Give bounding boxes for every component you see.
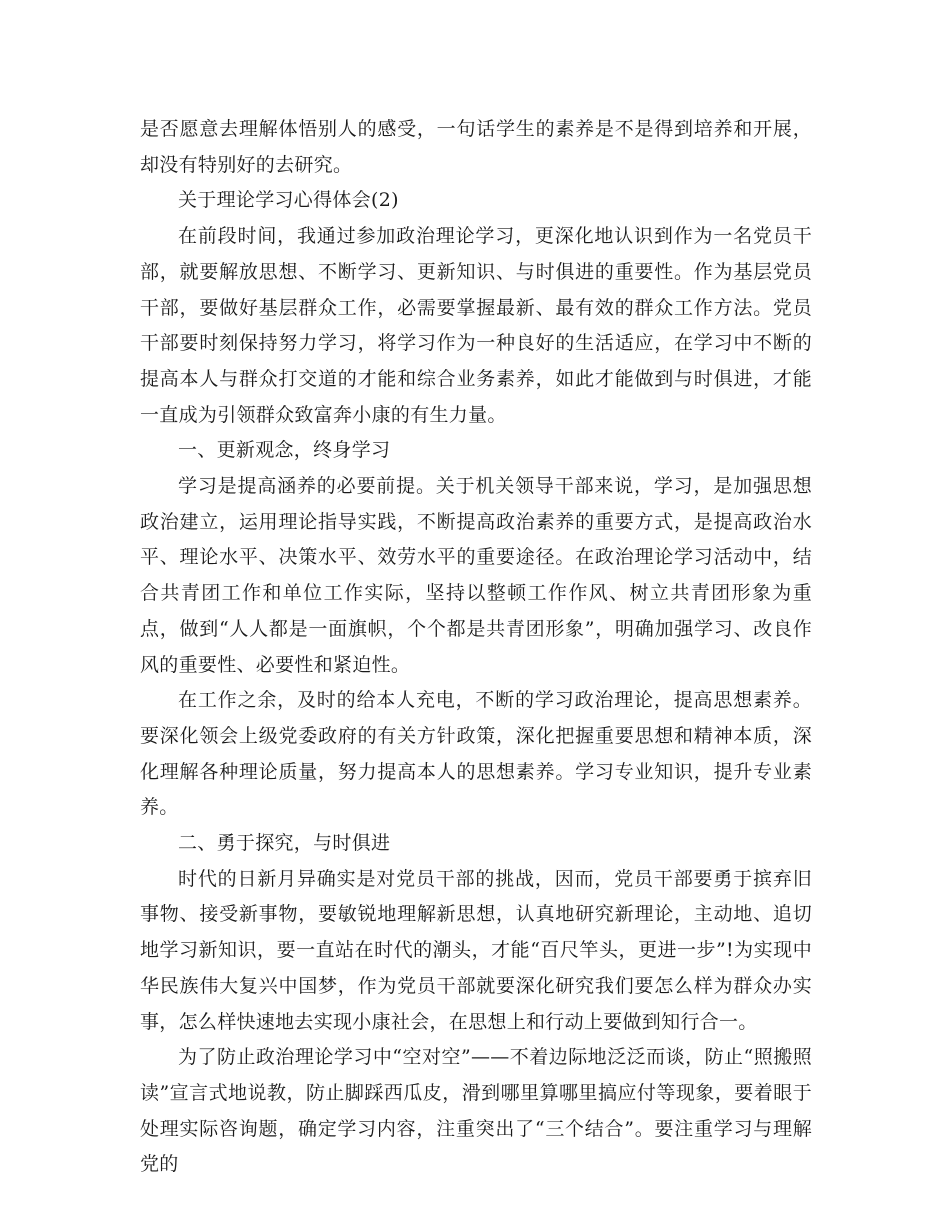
paragraph-continuation: 是否愿意去理解体悟别人的感受，一句话学生的素养是不是得到培养和开展，却没有特别好的去研究。 [140, 118, 812, 176]
subheading-one: 一、更新观念，终身学习 [178, 439, 391, 462]
paragraph-intro: 在前段时间，我通过参加政治理论学习，更深化地认识到作为一名党员干部，就要解放思想、不断学习、更新知识、与时俱进的重要性。作为基层党员干部，要做好基层群众工作，必需要掌握最新、最有效的群众工作方法。党员干部要时刻保持努力学习，将学习作为一种良好的生活适应，在学习中不断的提高本人与群众打交道的才能和综合业务素养，如此才能做到与时俱进，才能一直成为引领群众致富奔小康的有生力量。 [140, 225, 812, 426]
paragraph-learning: 学习是提高涵养的必要前提。关于机关领导干部来说，学习，是加强思想政治建立，运用理论指导实践，不断提高政治素养的重要方式，是提高政治水平、理论水平、决策水平、效劳水平的重要途径。在政治理论学习活动中，结合共青团工作和单位工作实际，坚持以整顿工作作风、树立共青团形象为重点，做到“人人都是一面旗帜，个个都是共青团形象”，明确加强学习、改良作风的重要性、必要性和紧迫性。 [140, 475, 812, 676]
document-body [140, 112, 812, 1183]
section-title: 关于理论学习心得体会(2) [178, 189, 399, 212]
paragraph-prevent: 为了防止政治理论学习中“空对空”——不着边际地泛泛而谈，防止“照搬照读”宣言式地说教，防止脚踩西瓜皮，滑到哪里算哪里搞应付等现象，要着眼于处理实际咨询题，确定学习内容，注重突出了“三个结合”。要注重学习与理解党的 [140, 1046, 812, 1176]
paragraph-spare-time: 在工作之余，及时的给本人充电，不断的学习政治理论，提高思想素养。要深化领会上级党委政府的有关方针政策，深化把握重要思想和精神本质，深化理解各种理论质量，努力提高本人的思想素养。学习专业知识，提升专业素养。 [140, 689, 812, 819]
paragraph-explore: 时代的日新月异确实是对党员干部的挑战，因而，党员干部要勇于摈弃旧事物、接受新事物，要敏锐地理解新思想，认真地研究新理论，主动地、追切地学习新知识，要一直站在时代的潮头，才能“百尺竿头，更进一步”!为实现中华民族伟大复兴中国梦，作为党员干部就要深化研究我们要怎么样为群众办实事，怎么样快速地去实现小康社会，在思想上和行动上要做到知行合一。 [140, 867, 812, 1033]
subheading-two: 二、勇于探究，与时俱进 [178, 832, 391, 855]
